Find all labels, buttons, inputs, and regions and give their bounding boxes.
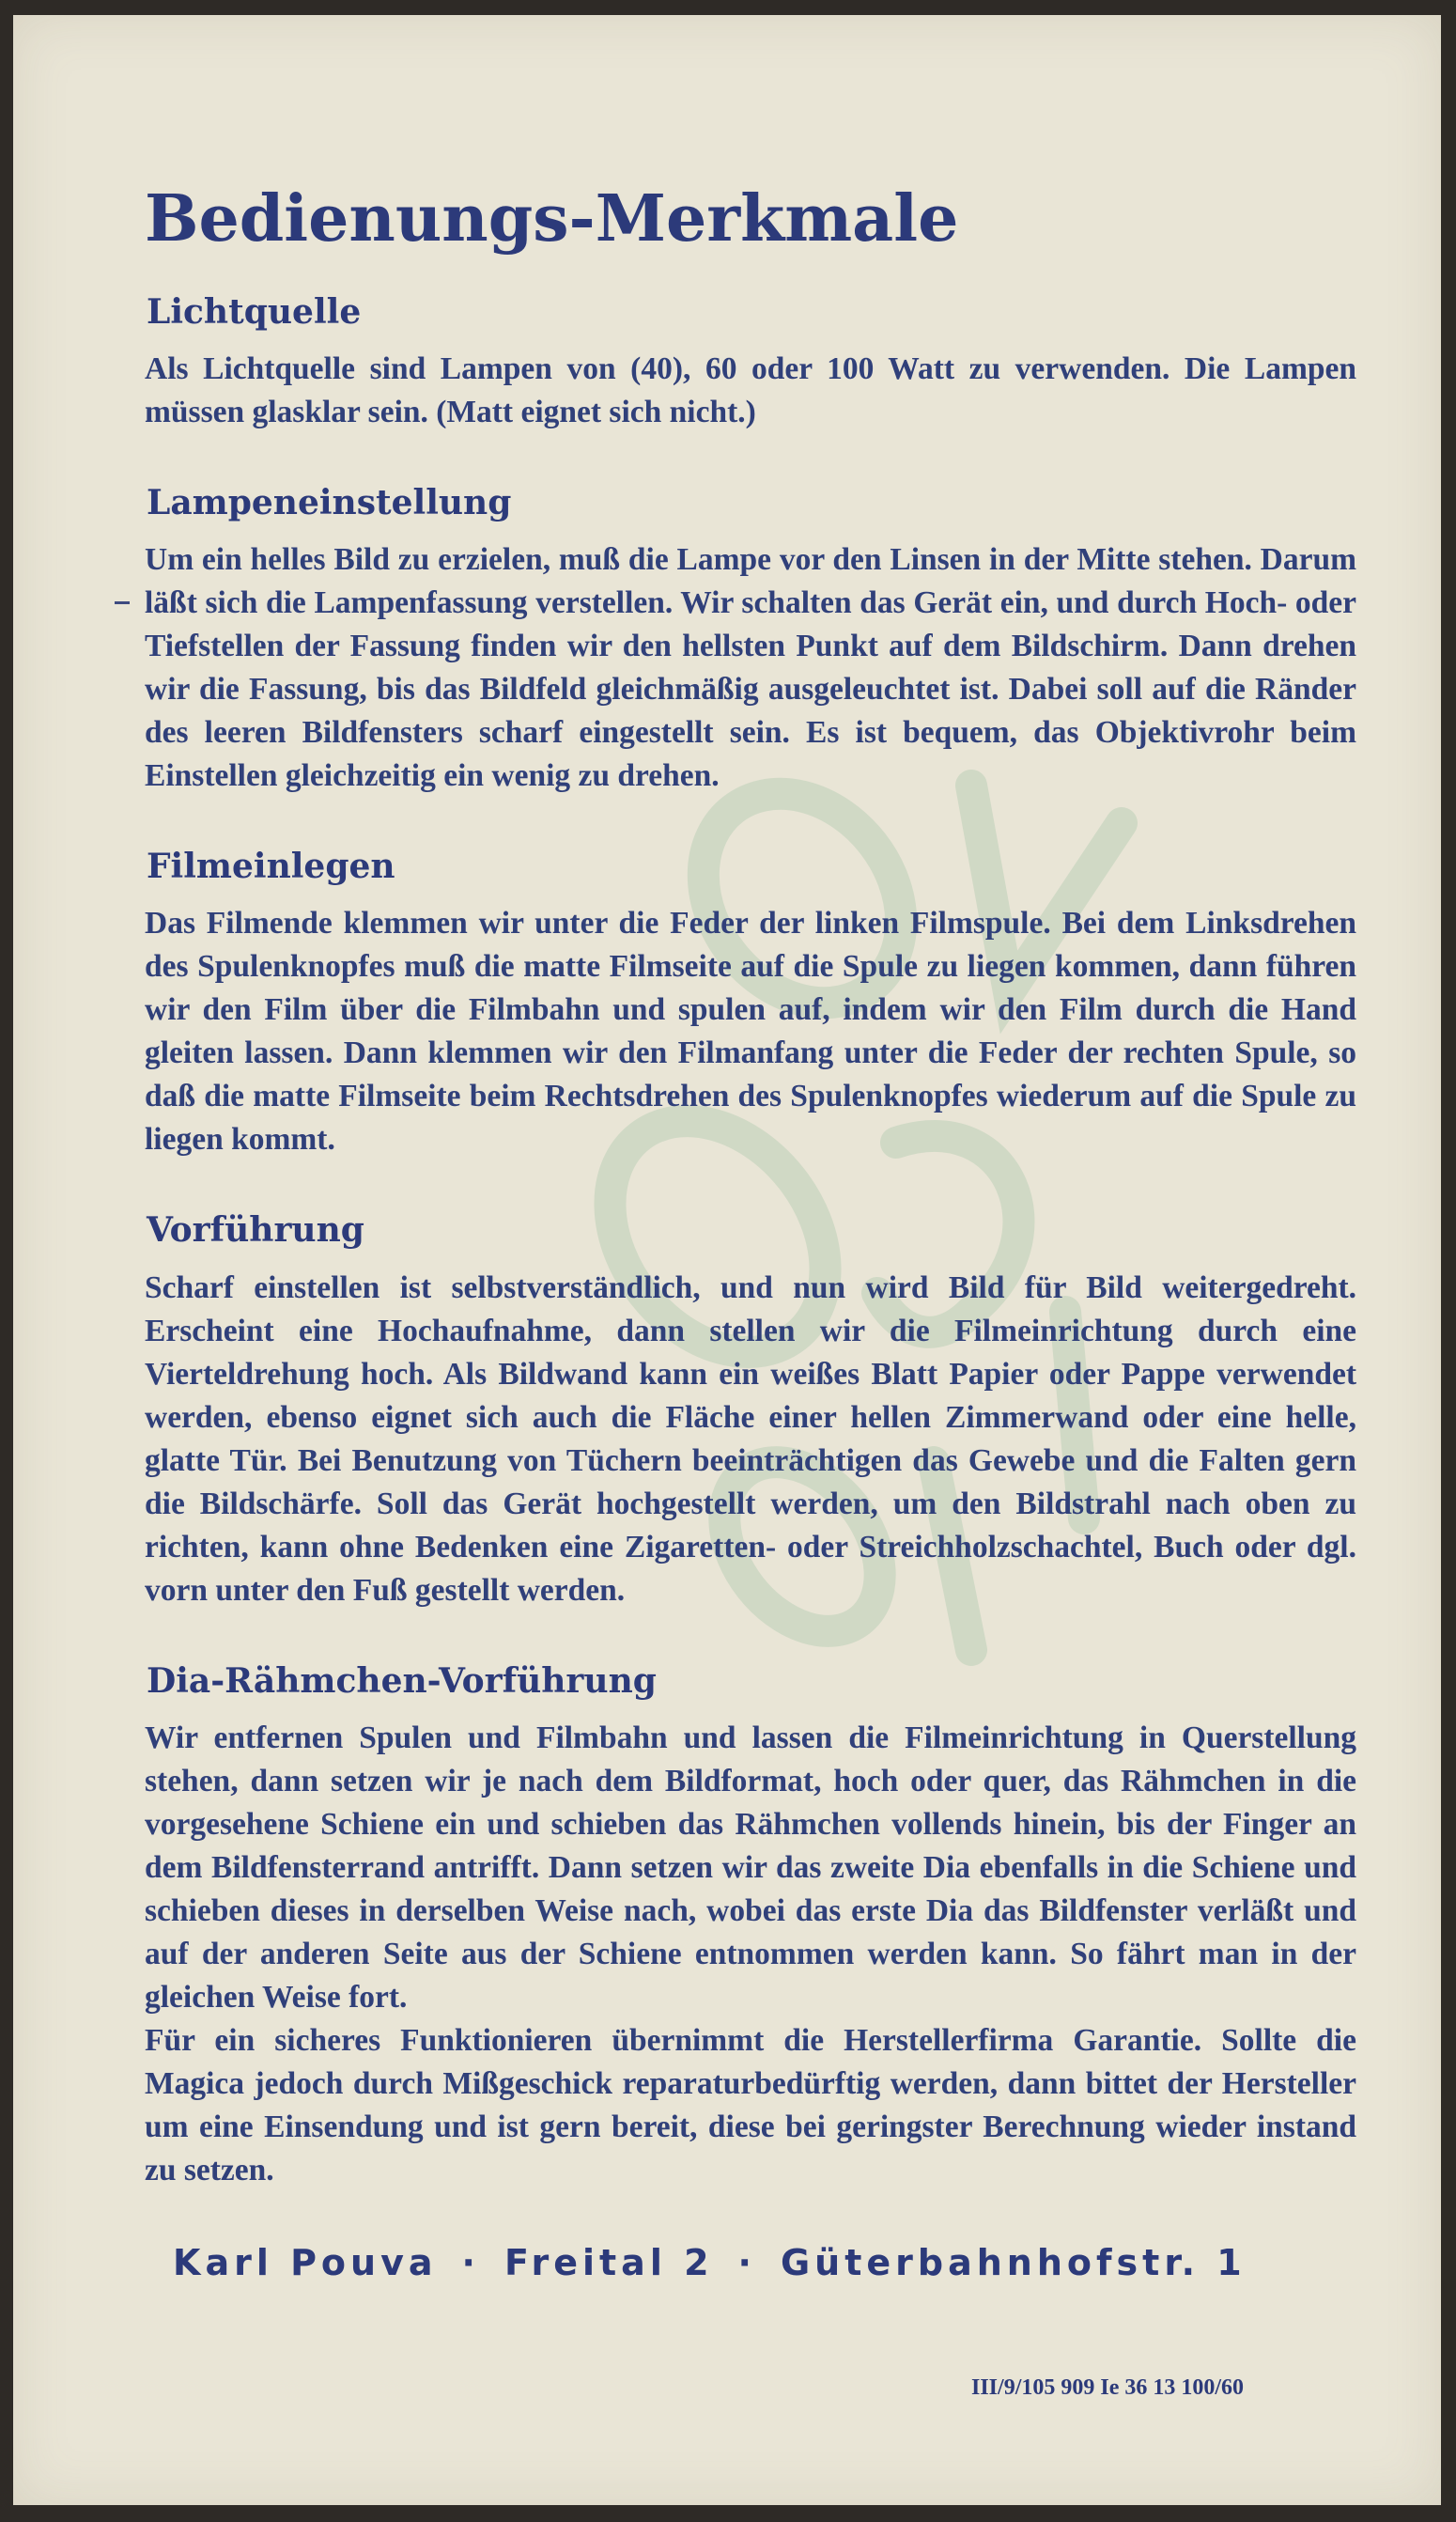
paragraph: Um ein helles Bild zu erzielen, muß die Lampe vor den Linsen in der Mitte stehen. Darum läßt sich die Lampenfassung verstellen. Wir schalten das Gerät ein, und durch Hoch- oder Tiefstellen der Fassung finden wir den hellsten Punkt auf dem Bildschirm. Dann drehen wir die Fassung, bis das Bildfeld gleichmäßig ausgeleuchtet ist. Dabei soll auf die Ränder des leeren Bildfensters scharf eingestellt sein. Es ist bequem, das Objektivrohr beim Einstellen gleichzeitig ein wenig zu drehen. bbox=[145, 542, 1356, 794]
section-body bbox=[145, 1717, 1356, 2192]
document-title: Bedienungs-Merkmale bbox=[145, 181, 959, 257]
paragraph: Für ein sicheres Funktionieren übernimmt die Herstellerfirma Garantie. Sollte die Magica jedoch durch Mißgeschick reparaturbedürftig werden, dann bittet der Hersteller um eine Einsendung und ist gern bereit, diese bei geringster Berechnung wieder instand zu setzen. bbox=[145, 2022, 1356, 2187]
section-body bbox=[145, 1267, 1356, 1612]
print-code: III/9/105 909 Ie 36 13 100/60 bbox=[971, 2375, 1245, 2400]
section-heading: Lichtquelle bbox=[147, 291, 362, 332]
paragraph: Als Lichtquelle sind Lampen von (40), 60 oder 100 Watt zu verwenden. Die Lampen müssen glasklar sein. (Matt eignet sich nicht.) bbox=[145, 350, 1356, 429]
footer-address bbox=[173, 2242, 1347, 2283]
section-dia-raehmchen bbox=[145, 1661, 1356, 2192]
address-separator: · bbox=[461, 2242, 480, 2283]
section-body bbox=[145, 902, 1356, 1161]
section-heading: Dia-Rähmchen-Vorführung bbox=[147, 1660, 657, 1701]
document-content bbox=[145, 181, 1356, 2241]
section-heading: Vorführung bbox=[147, 1210, 364, 1251]
section-heading: Filmeinlegen bbox=[147, 847, 395, 887]
section-body bbox=[145, 538, 1356, 798]
city: Freital 2 bbox=[503, 2242, 714, 2283]
section-lampeneinstellung bbox=[145, 483, 1356, 798]
section-heading: Lampeneinstellung bbox=[147, 482, 512, 522]
section-filmeinlegen bbox=[145, 847, 1356, 1161]
section-vorfuehrung bbox=[145, 1210, 1356, 1611]
paragraph: Scharf einstellen ist selbstverständlich, und nun wird Bild für Bild weitergedreht. Erscheint eine Hochaufnahme, dann stellen wir die Filmeinrichtung durch eine Vierteldrehung hoch. Als Bildwand kann ein weißes Blatt Papier oder Pappe verwendet werden, ebenso eignet sich auch die Fläche einer hellen Zimmerwand oder eine helle, glatte Tür. Bei Benutzung von Tüchern beeinträchtigen das Gewebe und die Falten gern die Bildschärfe. Soll das Gerät hochgestellt werden, um den Bildstrahl nach oben zu richten, kann ohne Bedenken eine Zigaretten- oder Streichholzschachtel, Buch oder dgl. vorn unter den Fuß gestellt werden. bbox=[145, 1269, 1356, 1608]
address-separator: · bbox=[737, 2242, 756, 2283]
company-name: Karl Pouva bbox=[173, 2242, 438, 2283]
section-body bbox=[145, 348, 1356, 434]
section-lichtquelle bbox=[145, 292, 1356, 434]
street: Güterbahnhofstr. 1 bbox=[780, 2242, 1247, 2283]
paragraph: Wir entfernen Spulen und Filmbahn und lassen die Filmeinrichtung in Querstellung stehen, dann setzen wir je nach dem Bildformat, hoch oder quer, das Rähmchen in die vorgesehene Schiene ein und schieben das Rähmchen vollends hinein, bis der Finger an dem Bildfensterrand antrifft. Dann setzen wir das zweite Dia ebenfalls in die Schiene und schieben dieses in derselben Weise nach, wobei das erste Dia das Bildfenster verläßt und auf der anderen Seite aus der Schiene entnommen werden kann. So fährt man in der gleichen Weise fort. bbox=[145, 1720, 1356, 2015]
margin-mark bbox=[115, 601, 130, 604]
paragraph: Das Filmende klemmen wir unter die Feder der linken Filmspule. Bei dem Linksdrehen des Spulenknopfes muß die matte Filmseite auf die Spule zu liegen kommen, dann führen wir den Film über die Filmbahn und spulen auf, indem wir den Film durch die Hand gleiten lassen. Dann klemmen wir den Filmanfang unter die Feder der rechten Spule, so daß die matte Filmseite beim Rechtsdrehen des Spulenknopfes wiederum auf die Spule zu liegen kommt. bbox=[145, 906, 1356, 1158]
document-sheet bbox=[13, 15, 1441, 2505]
